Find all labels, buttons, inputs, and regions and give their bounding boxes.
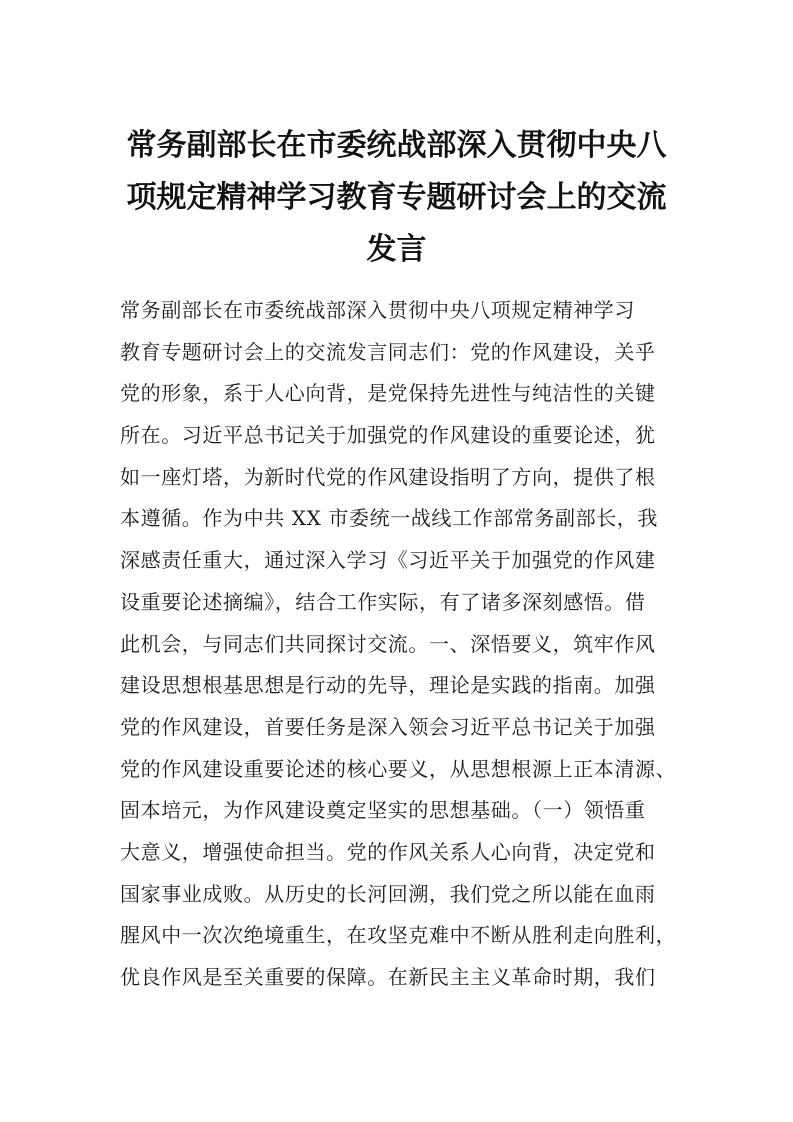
title-line: 发言 — [366, 232, 427, 267]
body-line: 建设思想根基思想是行动的先导，理论是实践的指南。加强 — [120, 673, 656, 698]
body-line: 党的作风建设，首要任务是深入领会习近平总书记关于加强 — [120, 714, 656, 739]
title-line: 项规定精神学习教育专题研讨会上的交流 — [126, 180, 667, 215]
document-title — [120, 120, 673, 276]
body-line: 如一座灯塔，为新时代党的作风建设指明了方向，提供了根 — [120, 464, 656, 489]
body-line: 常务副部长在市委统战部深入贯彻中央八项规定精神学习 — [120, 298, 635, 322]
document-body — [120, 290, 676, 999]
body-line: 深感责任重大，通过深入学习《习近平关于加强党的作风建 — [120, 548, 656, 573]
body-line: 固本培元，为作风建设奠定坚实的思想基础。（一）领悟重 — [120, 798, 646, 823]
title-line: 常务副部长在市委统战部深入贯彻中央八 — [126, 128, 667, 163]
body-line: 国家事业成败。从历史的长河回溯，我们党之所以能在血雨 — [120, 881, 656, 906]
body-line: 腥风中一次次绝境重生，在攻坚克难中不断从胜利走向胜利， — [120, 923, 677, 948]
body-line: 本遵循。作为中共 XX 市委统一战线工作部常务副部长，我 — [120, 506, 658, 531]
body-line: 大意义，增强使命担当。党的作风关系人心向背，决定党和 — [120, 839, 656, 864]
body-line: 党的作风建设重要论述的核心要义，从思想根源上正本清源、 — [120, 756, 677, 781]
body-line: 设重要论述摘编》，结合工作实际，有了诸多深刻感悟。借 — [120, 589, 646, 614]
body-line: 所在。习近平总书记关于加强党的作风建设的重要论述，犹 — [120, 423, 656, 448]
body-line: 优良作风是至关重要的保障。在新民主主义革命时期，我们 — [120, 965, 656, 989]
body-line: 党的形象，系于人心向背，是党保持先进性与纯洁性的关键 — [120, 381, 656, 406]
body-line: 教育专题研讨会上的交流发言同志们：党的作风建设，关乎 — [120, 339, 656, 364]
body-line: 此机会，与同志们共同探讨交流。一、深悟要义，筑牢作风 — [120, 631, 656, 656]
